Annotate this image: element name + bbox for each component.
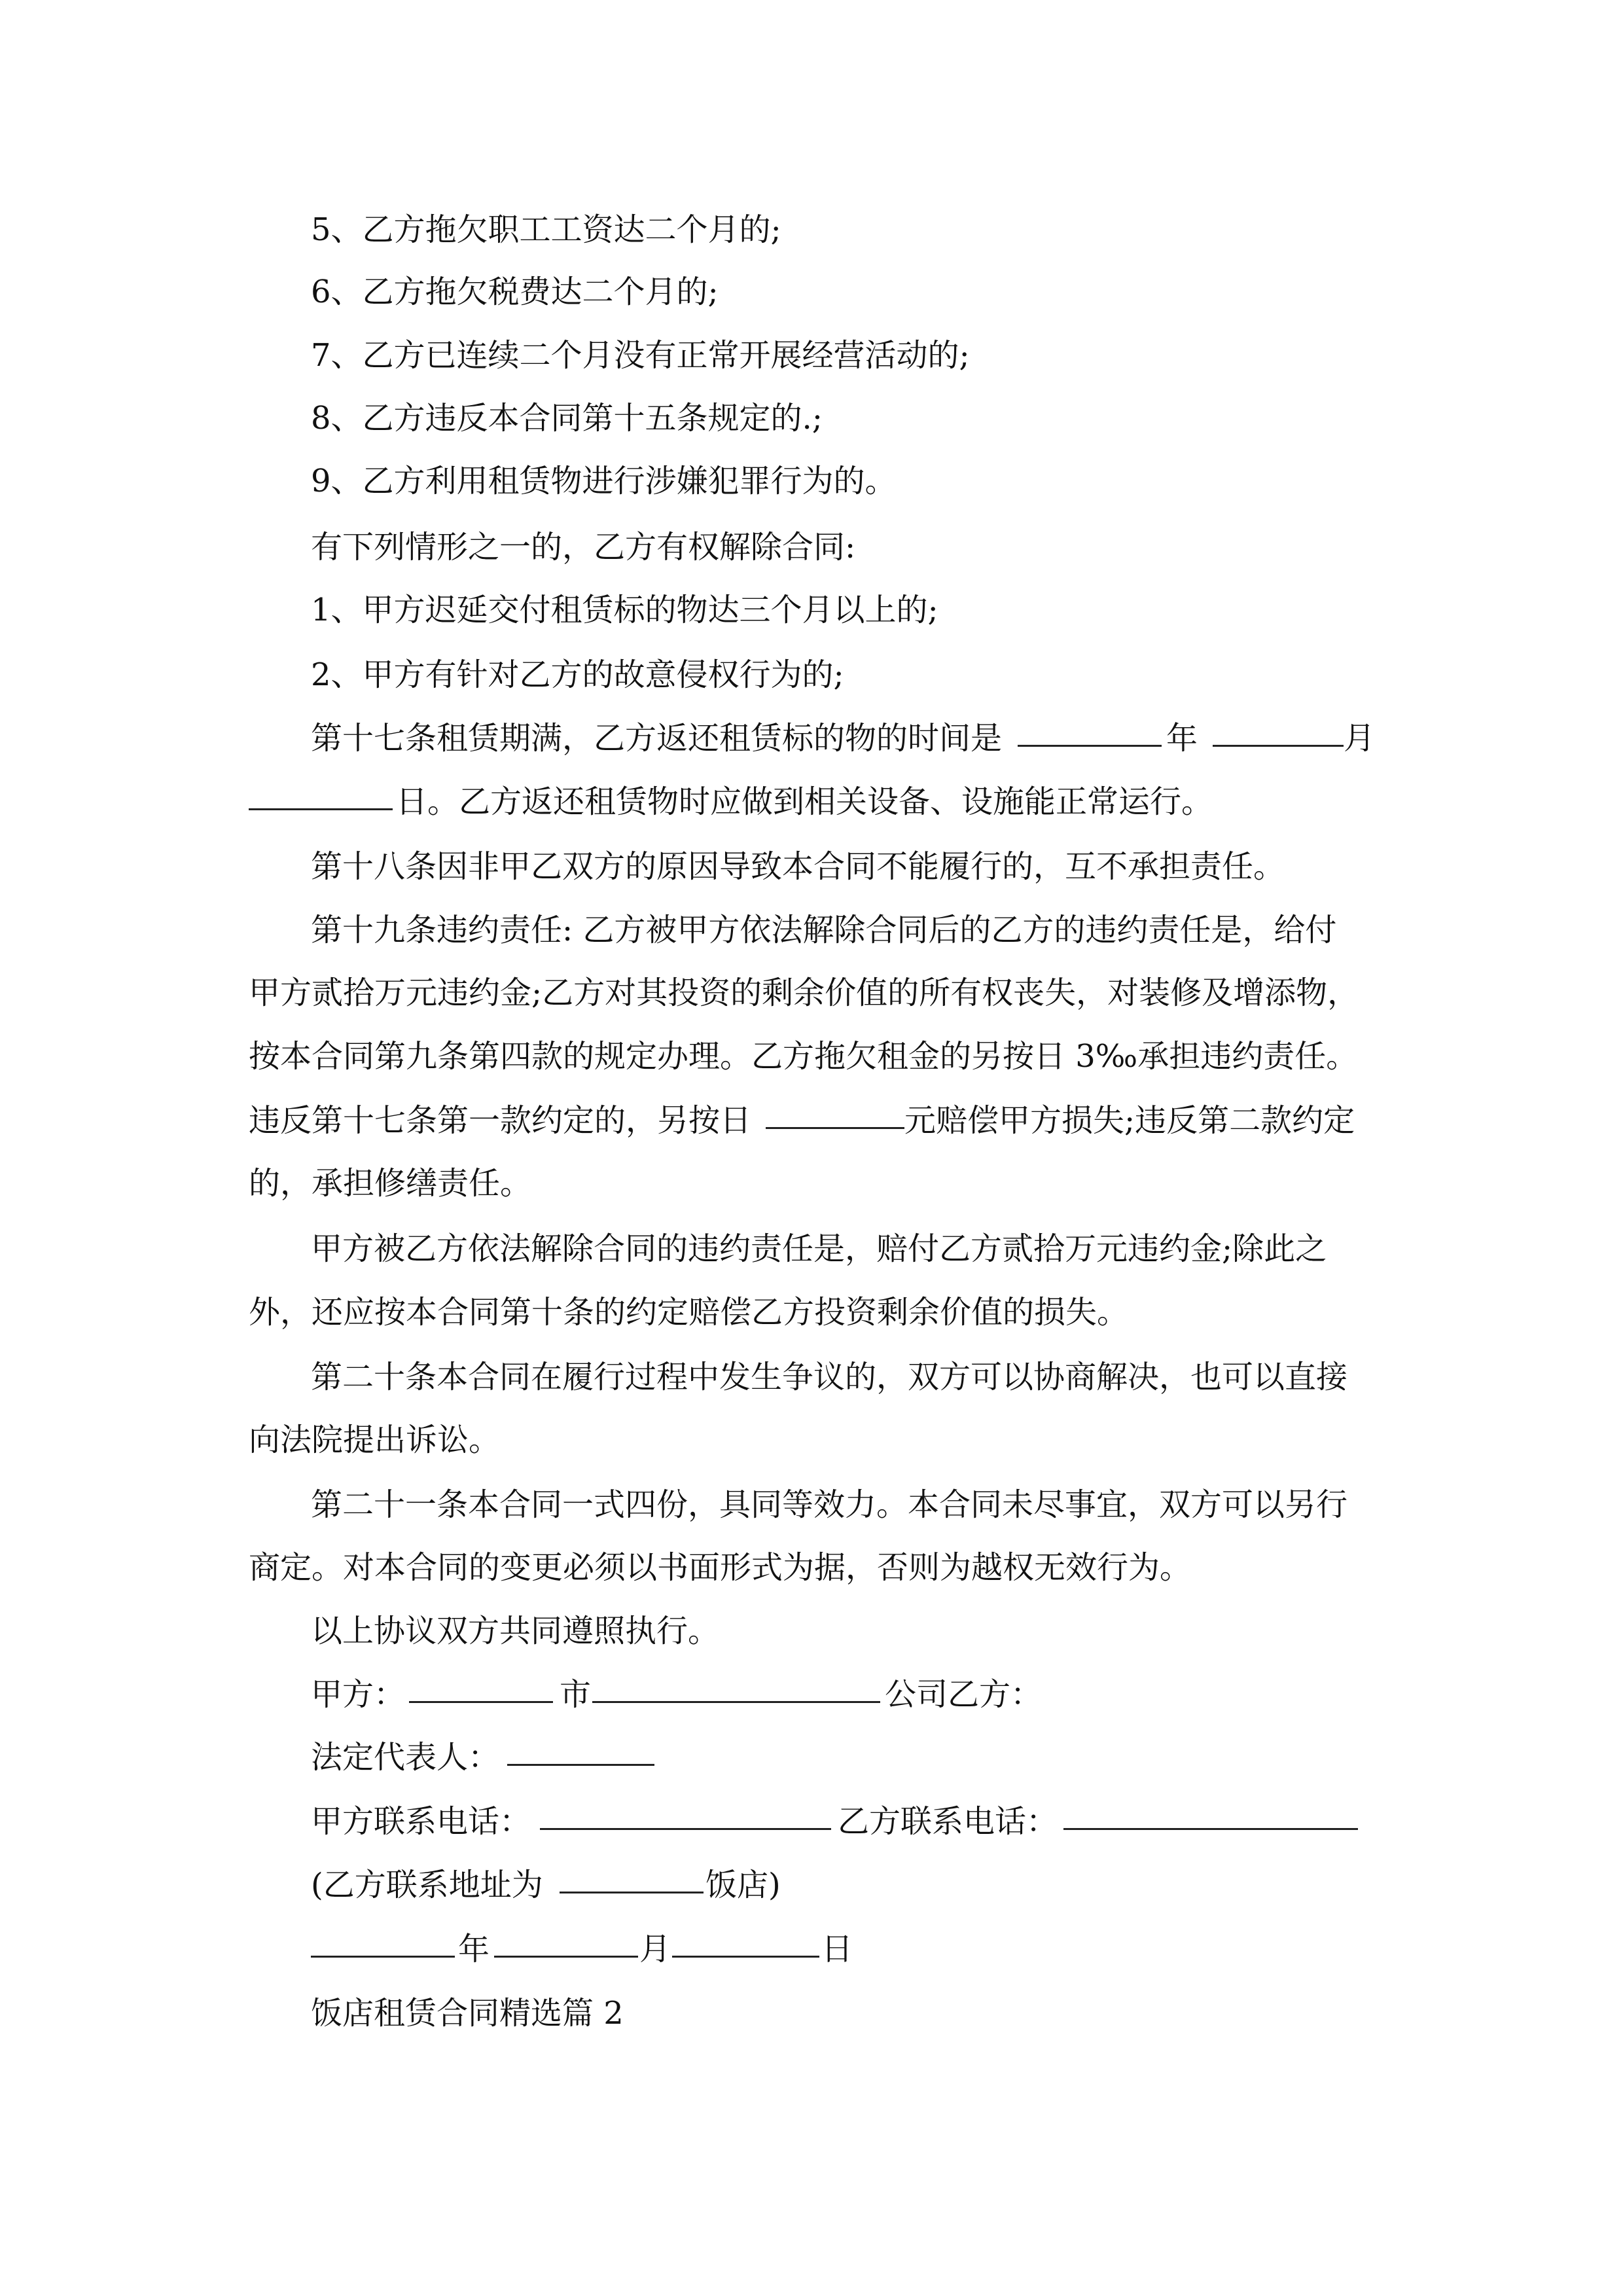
paragraph-text: 第十九条违约责任: 乙方被甲方依法解除合同后的乙方的违约责任是，给付 <box>311 912 1337 948</box>
blank-field[interactable] <box>560 1854 704 1893</box>
clause-item-7 <box>0 324 1623 387</box>
paragraph-text: 年 <box>1166 720 1198 757</box>
clause-item-6 <box>0 260 1623 323</box>
tenant-right-1 <box>0 579 1623 641</box>
paragraph-text: 第二十条本合同在履行过程中发生争议的，双方可以协商解决，也可以直接 <box>311 1359 1348 1395</box>
blank-field[interactable] <box>540 1790 831 1830</box>
field-label: 日 <box>821 1931 853 1967</box>
signature-legal-rep-line <box>0 1726 1623 1789</box>
blank-field[interactable] <box>409 1663 553 1703</box>
field-label: 年 <box>458 1931 490 1967</box>
article-20-line-2 <box>0 1408 1623 1471</box>
blank-field[interactable] <box>249 770 393 810</box>
clause-item-text: 2、甲方有针对乙方的故意侵权行为的; <box>311 656 844 693</box>
clause-item-text: 6、乙方拖欠税费达二个月的; <box>311 274 719 310</box>
blank-field[interactable] <box>311 1918 455 1958</box>
blank-field[interactable] <box>494 1918 638 1958</box>
article-19-line-5 <box>0 1152 1623 1215</box>
signature-date-line <box>0 1918 1623 1981</box>
landlord-liability-line-1 <box>0 1217 1623 1280</box>
next-section-title <box>0 1982 1623 2045</box>
closing-statement <box>0 1600 1623 1662</box>
field-label: 月 <box>639 1931 671 1967</box>
article-18 <box>0 835 1623 898</box>
tenant-right-2 <box>0 643 1623 706</box>
clause-item-text: 7、乙方已连续二个月没有正常开展经营活动的; <box>311 337 970 374</box>
article-19-line-4 <box>0 1089 1623 1152</box>
clause-item-9 <box>0 450 1623 512</box>
field-label: 饭店) <box>705 1867 781 1903</box>
field-label: 甲方： <box>311 1676 406 1713</box>
paragraph-text: 向法院提出诉讼。 <box>249 1422 501 1458</box>
blank-field[interactable] <box>1018 707 1162 747</box>
blank-field[interactable] <box>672 1918 819 1958</box>
section-title: 饭店租赁合同精选篇 2 <box>311 1995 624 2032</box>
signature-party-line <box>0 1663 1623 1726</box>
paragraph-text: 日。乙方返还租赁物时应做到相关设备、设施能正常运行。 <box>396 783 1213 820</box>
clause-item-5 <box>0 198 1623 261</box>
blank-field[interactable] <box>766 1089 904 1129</box>
clause-item-text: 5、乙方拖欠职工工资达二个月的; <box>311 211 781 248</box>
blank-field[interactable] <box>592 1663 880 1703</box>
clause-item-text: 1、甲方迟延交付租赁标的物达三个月以上的; <box>311 592 938 628</box>
clause-item-text: 8、乙方违反本合同第十五条规定的.; <box>311 400 823 437</box>
paragraph-text: 外，还应按本合同第十条的约定赔偿乙方投资剩余价值的损失。 <box>249 1294 1129 1331</box>
article-20-line-1 <box>0 1346 1623 1408</box>
blank-field[interactable] <box>1063 1790 1358 1830</box>
landlord-liability-line-2 <box>0 1281 1623 1344</box>
field-label: 市 <box>560 1676 592 1713</box>
paragraph-text: 有下列情形之一的，乙方有权解除合同: <box>311 529 856 565</box>
article-19-line-2 <box>0 961 1623 1024</box>
signature-phone-line <box>0 1790 1623 1853</box>
paragraph-text: 第十七条租赁期满，乙方返还租赁标的物的时间是 <box>311 720 1003 757</box>
clause-item-8 <box>0 387 1623 450</box>
paragraph-text: 的，承担修缮责任。 <box>249 1165 532 1202</box>
field-label: 法定代表人： <box>311 1739 500 1776</box>
paragraph-text: 第二十一条本合同一式四份，具同等效力。本合同未尽事宜，双方可以另行 <box>311 1486 1348 1523</box>
paragraph-text: 第十八条因非甲乙双方的原因导致本合同不能履行的，互不承担责任。 <box>311 848 1285 885</box>
blank-field[interactable] <box>507 1726 654 1766</box>
article-21-line-2 <box>0 1536 1623 1599</box>
field-label: 公司乙方： <box>885 1676 1043 1713</box>
article-17-line-1 <box>0 707 1623 770</box>
signature-address-line <box>0 1854 1623 1916</box>
paragraph-text: 月 <box>1344 720 1376 757</box>
article-19-line-3 <box>0 1025 1623 1088</box>
paragraph-text: 商定。对本合同的变更必须以书面形式为据，否则为越权无效行为。 <box>249 1549 1192 1586</box>
field-label: 甲方联系电话： <box>311 1803 531 1840</box>
paragraph-text: 甲方贰拾万元违约金;乙方对其投资的剩余价值的所有权丧失，对装修及增添物， <box>249 975 1359 1011</box>
article-19-line-1 <box>0 899 1623 961</box>
field-label: 乙方联系电话： <box>838 1803 1058 1840</box>
paragraph-text: 按本合同第九条第四款的规定办理。乙方拖欠租金的另按日 3‰承担违约责任。 <box>249 1038 1358 1075</box>
article-17-line-2 <box>0 770 1623 833</box>
paragraph-text: 违反第十七条第一款约定的，另按日 <box>249 1102 752 1139</box>
field-label: (乙方联系地址为 <box>311 1867 543 1903</box>
paragraph-text: 元赔偿甲方损失;违反第二款约定 <box>904 1102 1355 1139</box>
paragraph-text: 甲方被乙方依法解除合同的违约责任是，赔付乙方贰拾万元违约金;除此之 <box>311 1230 1327 1267</box>
blank-field[interactable] <box>1213 707 1344 747</box>
clause-item-text: 9、乙方利用租赁物进行涉嫌犯罪行为的。 <box>311 463 897 499</box>
tenant-rights-intro <box>0 516 1623 579</box>
paragraph-text: 以上协议双方共同遵照执行。 <box>311 1613 720 1649</box>
article-21-line-1 <box>0 1473 1623 1536</box>
